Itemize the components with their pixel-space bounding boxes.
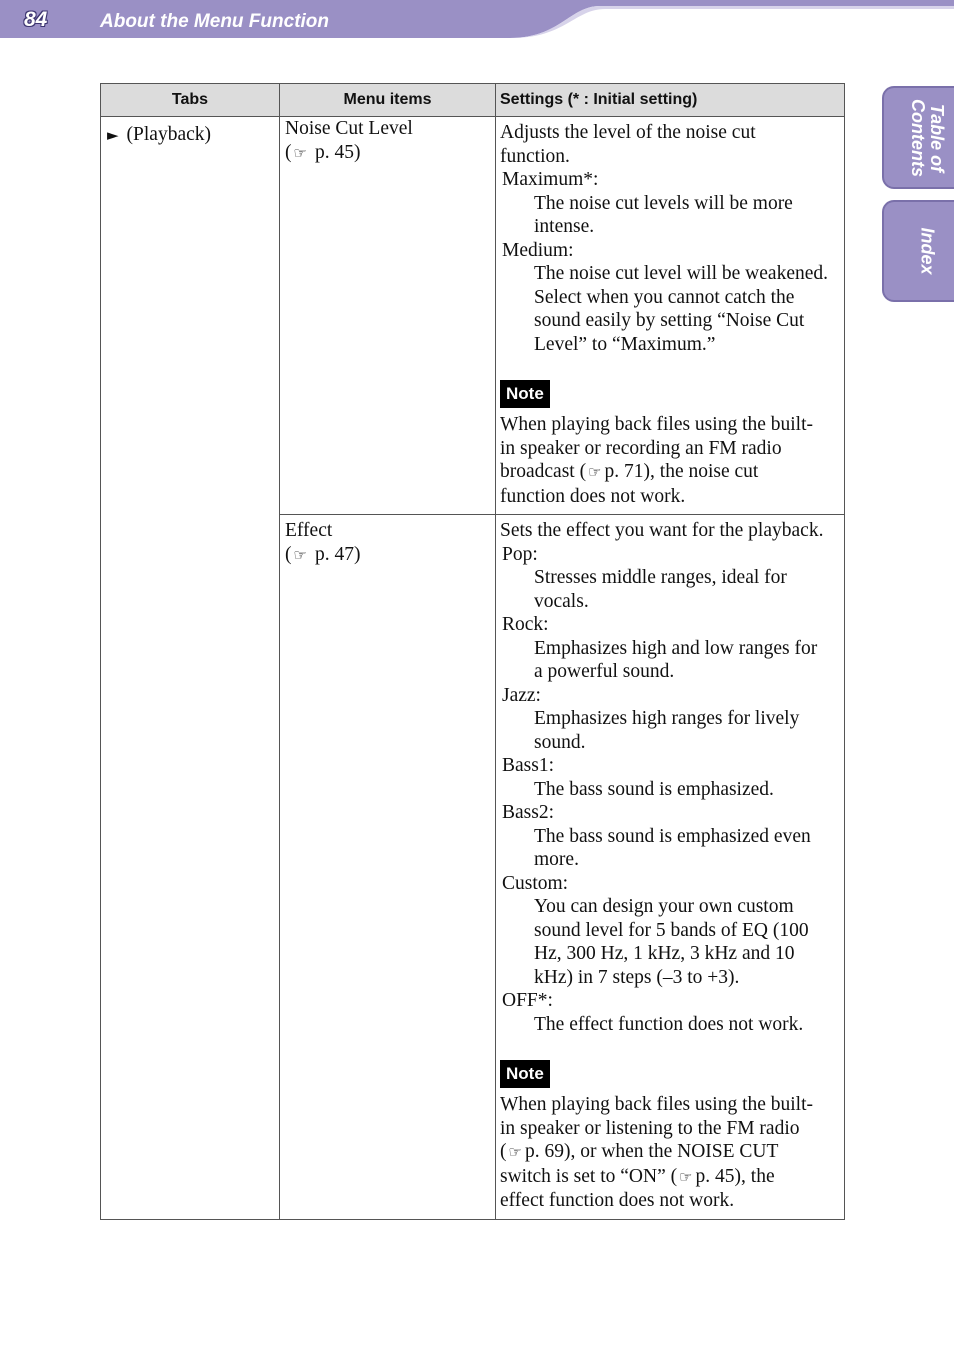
page-ref-icon: ☞ <box>679 1167 693 1186</box>
note-text: broadcast ( <box>500 461 587 482</box>
option-desc: You can design your own custom <box>534 896 794 917</box>
note-text: in speaker or listening to the FM radio <box>500 1117 800 1139</box>
option-desc: Emphasizes high ranges for lively <box>534 708 800 729</box>
note-text: ( <box>500 1141 507 1162</box>
table-header-row <box>101 84 845 117</box>
section-title: About the Menu Function <box>100 11 330 32</box>
page-ref-icon: ☞ <box>293 143 307 162</box>
option-name: Custom: <box>502 872 569 894</box>
settings-effect <box>496 515 845 1220</box>
settings-noise-cut-level <box>496 117 845 515</box>
tab-label: (Playback) <box>126 124 212 145</box>
option-desc: The noise cut levels will be more <box>534 192 793 214</box>
menu-item-effect: Effect ( ☞ p. 47) <box>280 515 496 1220</box>
header-menu-items: Menu items <box>280 84 496 117</box>
page-ref-link[interactable]: p. 45), the <box>695 1165 775 1187</box>
note-text: function does not work. <box>500 485 686 507</box>
option-name: Bass2: <box>502 802 555 823</box>
menu-function-table <box>100 83 845 1220</box>
page-ref-icon: ☞ <box>588 463 602 481</box>
menu-item-noise-cut-level: Noise Cut Level ( ☞ p. 45) <box>280 117 496 515</box>
settings-intro: function. <box>500 145 570 167</box>
toc-label-line1: Table of <box>927 103 947 172</box>
note-text: effect function does not work. <box>500 1190 735 1211</box>
option-desc: more. <box>534 849 579 870</box>
page-ref-link[interactable]: p. 45) <box>314 141 361 163</box>
table-row <box>101 117 845 515</box>
option-desc: Select when you cannot catch the <box>534 286 795 308</box>
option-desc: intense. <box>534 216 595 237</box>
option-desc: The effect function does not work. <box>534 1013 804 1035</box>
option-desc: The bass sound is emphasized even <box>534 825 811 847</box>
option-desc: sound level for 5 bands of EQ (100 <box>534 919 809 941</box>
option-name: Bass1: <box>502 755 555 776</box>
page-ref-icon: ☞ <box>293 545 307 564</box>
table-of-contents-label <box>908 99 946 177</box>
table-of-contents-tab[interactable] <box>882 86 954 189</box>
option-desc: Emphasizes high and low ranges for <box>534 637 818 659</box>
option-name: Medium: <box>502 239 574 261</box>
option-desc: Level” to “Maximum.” <box>534 333 716 355</box>
note-badge: Note <box>500 380 550 408</box>
page-ref-link[interactable]: p. 71), the noise cut <box>604 461 759 482</box>
option-name: OFF*: <box>502 990 553 1011</box>
menu-item-name: Effect <box>285 520 333 541</box>
option-desc: a powerful sound. <box>534 661 675 682</box>
note-badge: Note <box>500 1060 550 1088</box>
settings-intro: Sets the effect you want for the playback. <box>500 520 824 541</box>
option-name: Rock: <box>502 614 549 635</box>
note-text: switch is set to “ON” ( <box>500 1165 678 1187</box>
note-text: in speaker or recording an FM radio <box>500 437 782 459</box>
option-desc: sound. <box>534 731 586 753</box>
page-number: 84 <box>24 8 48 31</box>
page-ref-link[interactable]: p. 47) <box>314 543 361 565</box>
menu-item-name: Noise Cut Level <box>285 118 413 139</box>
option-desc: The noise cut level will be weakened. <box>534 263 829 284</box>
option-desc: kHz) in 7 steps (–3 to +3). <box>534 966 740 988</box>
page-ref-icon: ☞ <box>508 1143 522 1161</box>
index-label: Index <box>917 227 938 275</box>
header-tabs: Tabs <box>101 84 280 117</box>
tab-cell-playback <box>101 117 280 1220</box>
option-desc: Hz, 300 Hz, 1 kHz, 3 kHz and 10 <box>534 943 795 964</box>
page-ref-link[interactable]: p. 69), or when the NOISE CUT <box>524 1141 779 1162</box>
option-desc: sound easily by setting “Noise Cut <box>534 310 805 331</box>
option-name: Jazz: <box>502 684 541 706</box>
note-text: When playing back files using the built- <box>500 414 814 435</box>
play-arrow-icon: ► <box>107 126 119 144</box>
settings-intro: Adjusts the level of the noise cut <box>500 122 756 143</box>
note-text: When playing back files using the built- <box>500 1094 814 1115</box>
option-name: Pop: <box>502 543 538 565</box>
header-settings: Settings (* : Initial setting) <box>496 84 845 117</box>
option-desc: The bass sound is emphasized. <box>534 778 774 800</box>
option-name: Maximum*: <box>502 169 599 190</box>
index-tab[interactable] <box>882 200 954 302</box>
toc-label-line2: Contents <box>908 98 928 177</box>
option-desc: Stresses middle ranges, ideal for <box>534 567 787 588</box>
option-desc: vocals. <box>534 590 589 612</box>
